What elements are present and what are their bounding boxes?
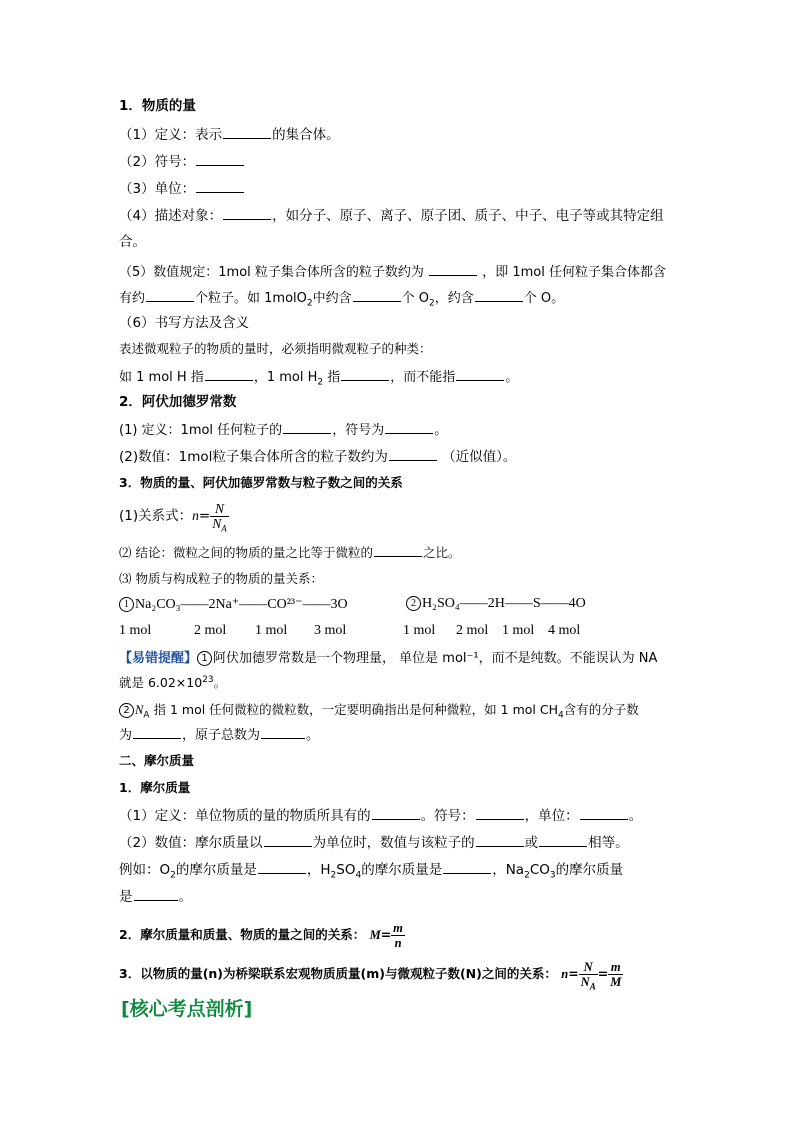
numerator: N [579,960,598,975]
mol-1b: 2 mol [194,623,227,638]
text: N [135,703,144,717]
number-rule-label: （5）数值规定：1mol 粒子集合体所含的粒子数约为 [119,265,424,280]
blank [133,724,181,739]
text: 就是 6.02×10 [119,675,203,690]
text: ，单位： [524,808,579,824]
example-line: 如 1 mol H 指 ，1 mol $H_2$ 指 ，而不能指 。 [119,366,518,388]
molar-mass-value [119,832,629,853]
text: 相等。 [588,835,629,851]
mol-1d: 3 mol [314,623,347,638]
text: 。符号： [420,808,475,824]
section-title-relationship: 3．物质的量、阿伏加德罗常数与粒子数之间的关系 [119,475,403,490]
superscript: 23 [202,674,214,685]
molar-mass-example: 例如：$O_2$的摩尔质量是 ，$H_2SO_4$的摩尔质量是 ，$Na_2CO_3$的摩尔质量 [119,859,623,880]
molar-mass-definition [119,805,642,826]
blank [223,205,271,220]
text: （近似值）。 [442,449,517,465]
object-line [119,205,664,226]
text: 个 O [401,291,430,306]
equation-text: H₂SO₄——2H——S——4O [422,596,586,611]
object-continuation: 合。 [119,234,146,250]
mol-2c: 1 mol [502,623,535,638]
text: 。 [434,423,448,438]
blank [475,287,523,302]
text: 例如：O [119,862,171,878]
circle-number: 1 [119,597,134,612]
circle-number: 2 [119,703,134,718]
text: ，原子总数为 [182,728,261,743]
relation-formula [119,500,229,534]
formula-M: M [369,928,381,942]
text: 为 [119,728,133,743]
text: （1）定义：单位物质的量的物质所具有的 [119,808,371,824]
section-title-molar-mass: 1．摩尔质量 [119,780,191,795]
blank [264,832,312,847]
definition-line [119,124,340,145]
blank [539,832,587,847]
relation-bridge: 3．以物质的量(n)为桥梁联系宏观物质质量(m)与微观粒子数(N)之间的关系： n= $\frac{N}{N_A}$ = $\frac{m}{M}$ [119,960,622,992]
blank [205,366,253,381]
mol-1a: 1 mol [119,623,152,638]
formula-n: n [192,508,199,523]
text: 有约 [119,291,146,306]
text: ，符号为 [332,423,385,438]
blank [429,261,477,276]
equation-1 [119,596,348,613]
blank [389,446,437,461]
circle-number: 2 [406,596,421,611]
numerator: N [210,502,229,517]
denominator: M [610,975,622,989]
formula-fraction-2 [608,960,623,989]
number-rule-text: ，即 1mol 任何粒子集合体都含 [482,265,666,280]
text: 指 [323,370,341,385]
text: 个 O。 [523,291,565,306]
blank [283,419,331,434]
section-heading-molar-mass: 二、摩尔质量 [119,753,195,768]
formula-n: n [561,967,569,981]
formula-fraction-1 [579,960,598,992]
text: 的摩尔质量 [555,862,624,878]
blank [134,886,178,901]
mol-1c: 1 mol [255,623,288,638]
molar-mass-example-2 [119,886,192,907]
avogadro-value [119,446,516,467]
avogadro-definition [119,419,447,441]
writing-description: 表述微观粒子的物质的量时，必须指明微观粒子的种类： [119,341,432,356]
text: 的摩尔质量是 [175,862,257,878]
section-title-amount-of-substance: 1．物质的量 [119,98,196,114]
object-label: （4）描述对象： [119,208,223,224]
text: 。 [505,370,519,385]
blank [385,419,433,434]
text: (1) 定义：1mol 任何粒子的 [119,423,283,438]
text: 或 [524,835,539,851]
tip-label: 【易错提醒】 [119,651,198,666]
definition-suffix: 的集合体。 [272,127,340,143]
number-rule-line [119,261,666,283]
text: ，Na [492,862,525,878]
relation-mass: 2．摩尔质量和质量、物质的量之间的关系： M= $\frac{m}{n}$ [119,921,403,950]
tip-line-4 [119,724,319,746]
denominator [579,975,598,992]
object-text: ，如分子、原子、离子、原子团、质子、中子、电子等或其特定组 [272,208,664,224]
blank [374,542,422,557]
text: ，约含 [434,291,474,306]
equation-text: Na₂CO₃——2Na⁺——CO²³⁻——3O [135,597,348,612]
subscript: A [143,710,150,721]
mol-2b: 2 mol [456,623,489,638]
blank [341,366,389,381]
text: CO [529,862,550,878]
text: 含有的分子数 [563,702,639,717]
text: 个粒子。如 1molO [195,291,307,306]
text: A [221,523,227,534]
denominator [210,515,229,534]
text: 。 [213,675,227,690]
blank [258,859,306,874]
mol-2a: 1 mol [403,623,436,638]
blank [476,805,524,820]
text: N [580,975,590,989]
text: 如 1 mol H 指 [119,370,204,385]
blank [476,832,524,847]
text: ⑵ 结论：微粒之间的物质的量之比等于微粒的 [119,545,373,560]
text: (2)数值：1mol粒子集合体所含的粒子数约为 [119,449,388,465]
formula-equals: = [198,508,211,524]
text: SO [336,862,356,878]
composition-line: ⑶ 物质与构成粒子的物质的量关系： [119,571,323,586]
text: 的摩尔质量是 [361,862,443,878]
blank [372,805,420,820]
numerator: m [393,921,403,935]
tip-line-1 [119,649,657,669]
definition-label: （1）定义：表示 [119,127,223,143]
text: 。 [628,808,643,824]
text: 2．摩尔质量和质量、物质的量之间的关系： [119,927,366,942]
formula-fraction [210,500,229,534]
blank [456,366,504,381]
writing-method-line: （6）书写方法及含义 [119,315,250,331]
blank [353,287,401,302]
denominator: n [394,936,402,950]
text: N [212,515,222,531]
core-analysis-heading: [核心考点剖析] [121,998,253,1020]
blank [146,287,194,302]
symbol-label: （2）符号： [119,154,196,170]
subscript: 4 [557,710,564,721]
formula-fraction [391,921,405,950]
blank [580,805,628,820]
numerator: m [608,960,623,975]
text: 是 [119,889,133,905]
blank [223,124,271,139]
text: （2）数值：摩尔质量以 [119,835,263,851]
text: 中约含 [312,291,352,306]
text: A [589,981,596,992]
tip-line-2 [119,673,226,693]
text: 之比。 [422,545,461,560]
text: ，而不能指 [390,370,456,385]
number-rule-line-2: 有约 个粒子。如 1molO$_2$中约含 个 $O_2$，约含 个 O。 [119,287,564,309]
blank [443,859,491,874]
text: 。 [178,889,192,905]
text: ，1 mol H [253,370,318,385]
text: ，H [306,862,331,878]
blank [196,178,244,193]
text: 。 [306,728,320,743]
unit-label: （3）单位： [119,181,196,197]
text: 指 1 mol 任何微粒的微粒数，一定要明确指出是何种微粒，如 1 mol CH [153,702,558,717]
conclusion-line [119,542,461,563]
text: 3．以物质的量(n)为桥梁联系宏观物质质量(m)与微观粒子数(N)之间的关系： [119,966,557,981]
tip-line-3 [119,700,639,720]
circle-number: 1 [197,651,212,666]
blank [196,151,244,166]
text: 阿伏加德罗常数是一个物理量， 单位是 mol⁻¹，而不是纯数。不能误认为 NA [213,651,658,666]
equation-2 [406,596,586,612]
text: 为单位时，数值与该粒子的 [312,835,475,851]
unit-line [119,178,245,199]
section-title-avogadro: 2．阿伏加德罗常数 [119,394,237,410]
mol-2d: 4 mol [548,623,581,638]
text: (1)关系式： [119,508,193,524]
symbol-line [119,151,245,172]
blank [261,724,305,739]
